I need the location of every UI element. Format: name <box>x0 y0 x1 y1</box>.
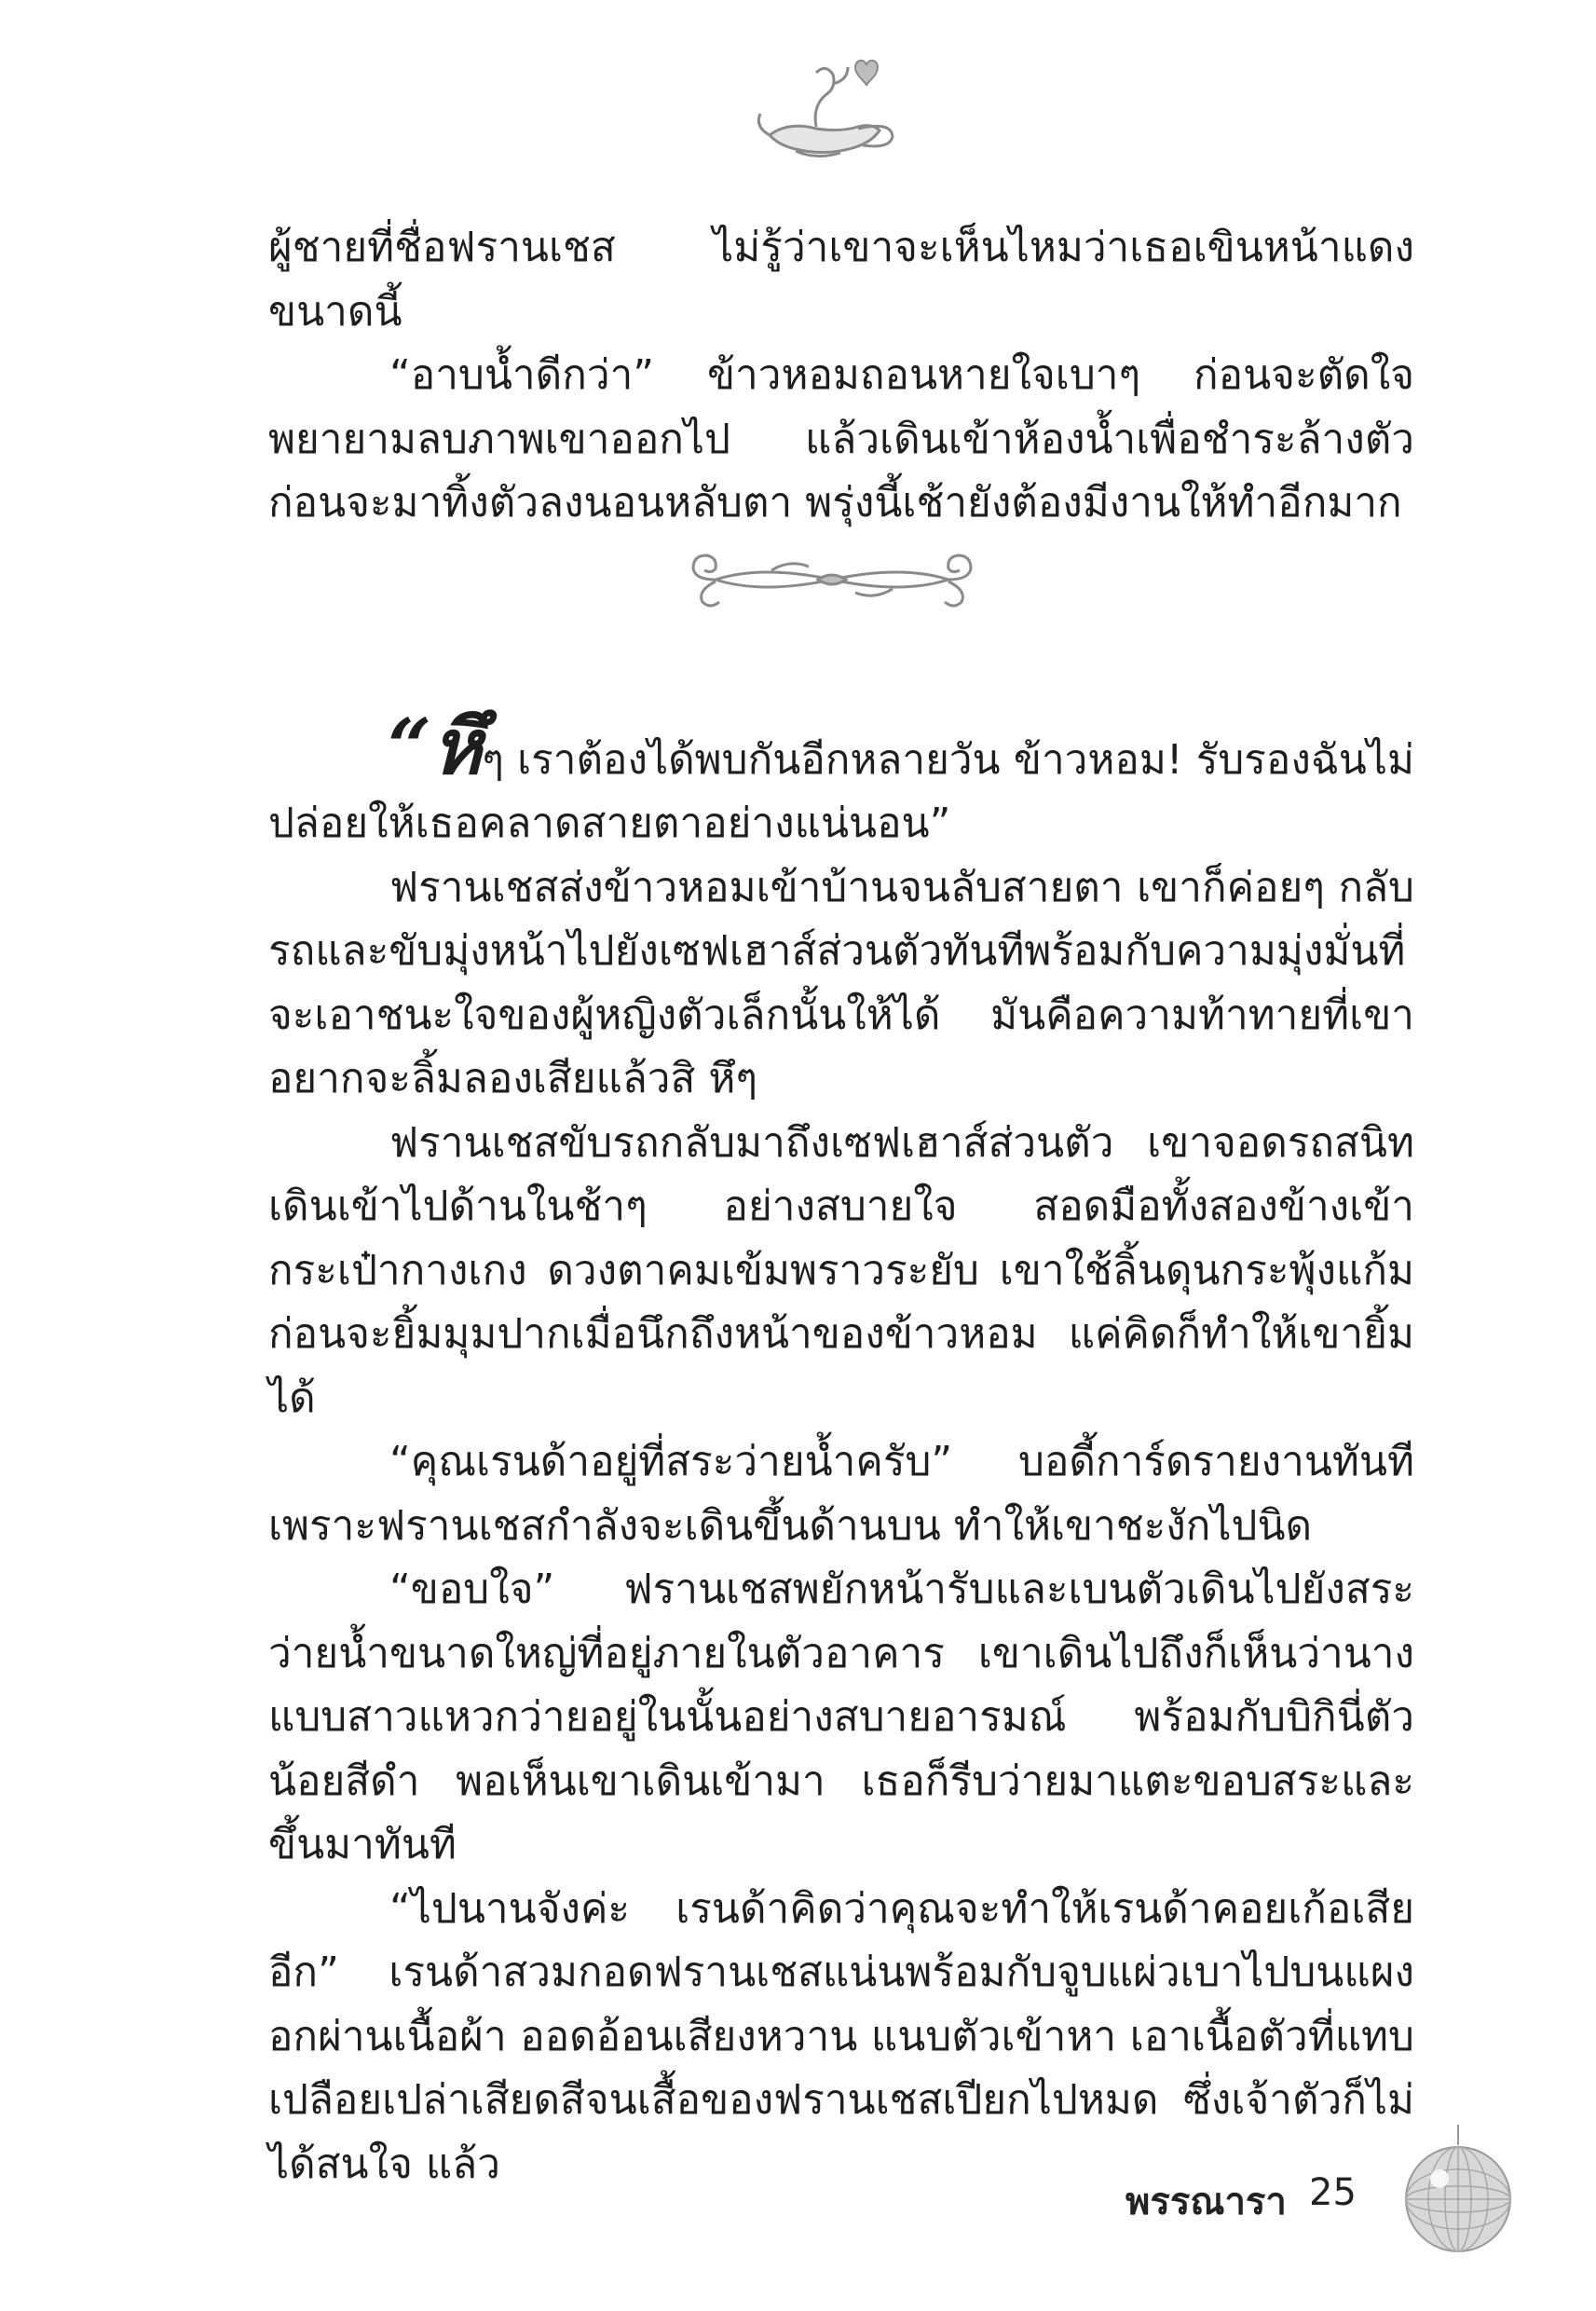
paragraph: “คุณเรนด้าอยู่ที่สระว่ายน้ำครับ” บอดี้การ์ดรายงานทันที เพราะฟรานเชสกำลังจะเดินขึ้นด้านบน ทำให้เขาชะงักไปนิด <box>268 1438 1414 1550</box>
genie-lamp-icon <box>751 47 900 168</box>
page-body <box>268 216 1414 2196</box>
paragraph-text: ๆ เราต้องได้พบกันอีกหลายวัน ข้าวหอม! รับรองฉันไม่ปล่อยให้เธอคลาดสายตาอย่างแน่นอน” <box>268 735 1414 847</box>
paragraph: “ขอบใจ” ฟรานเชสพยักหน้ารับและเบนตัวเดินไปยังสระว่ายน้ำขนาดใหญ่ที่อยู่ภายในตัวอาคาร เขาเดินไปถึงก็เห็นว่านางแบบสาวแหวกว่ายอยู่ในนั้นอย่างสบายอารมณ์ พร้อมกับบิกินี่ตัวน้อยสีดำ พอเห็นเขาเดินเข้ามา เธอก็รีบว่ายมาแตะขอบสระและขึ้นมาทันที <box>268 1566 1414 1868</box>
disco-ball-icon <box>1398 2125 1519 2255</box>
paragraph: ผู้ชายที่ชื่อฟรานเชส ไม่รู้ว่าเขาจะเห็นไหมว่าเธอเขินหน้าแดงขนาดนี้ <box>268 224 1414 335</box>
book-title: พรรณารา <box>1125 2181 1287 2223</box>
paragraph: “อาบน้ำดีกว่า” ข้าวหอมถอนหายใจเบาๆ ก่อนจะตัดใจ พยายามลบภาพเขาออกไป แล้วเดินเข้าห้องน้ำเพื่อชำระล้างตัว ก่อนจะมาทิ้งตัวลงนอนหลับตา พรุ่งนี้เช้ายังต้องมีงานให้ทำอีกมาก <box>268 351 1414 526</box>
paragraph-dropcap <box>268 702 1414 856</box>
paragraph: “ไปนานจังค่ะ เรนด้าคิดว่าคุณจะทำให้เรนด้าคอยเก้อเสียอีก” เรนด้าสวมกอดฟรานเชสแน่นพร้อมกับจูบแผ่วเบาไปบนแผงอกผ่านเนื้อผ้า ออดอ้อนเสียงหวาน แนบตัวเข้าหา เอาเนื้อตัวที่แทบเปลือยเปล่าเสียดสีจนเสื้อของฟรานเชสเปียกไปหมด ซึ่งเจ้าตัวก็ไม่ได้สนใจ แล้ว <box>268 1884 1414 2188</box>
paragraph: ฟรานเชสขับรถกลับมาถึงเซฟเฮาส์ส่วนตัว เขาจอดรถสนิท เดินเข้าไปด้านในช้าๆ อย่างสบายใจ สอดมือทั้งสองข้างเข้ากระเป๋ากางเกง ดวงตาคมเข้มพราวระยับ เขาใช้ลิ้นดุนกระพุ้งแก้มก่อนจะยิ้มมุมปากเมื่อนึกถึงหน้าของข้าวหอม แค่คิดก็ทำให้เขายิ้มได้ <box>268 1118 1414 1422</box>
drop-cap: “หึ <box>388 702 483 792</box>
page-number: 25 <box>1309 2171 1357 2214</box>
paragraph: ฟรานเชสส่งข้าวหอมเข้าบ้านจนลับสายตา เขาก็ค่อยๆ กลับรถและขับมุ่งหน้าไปยังเซฟเฮาส์ส่วนตัวทันทีพร้อมกับความมุ่งมั่นที่จะเอาชนะใจของผู้หญิงตัวเล็กนั้นให้ได้ มันคือความท้าทายที่เขาอยากจะลิ้มลองเสียแล้วสิ หึๆ <box>268 863 1414 1102</box>
scroll-flourish-divider-icon <box>678 542 986 617</box>
